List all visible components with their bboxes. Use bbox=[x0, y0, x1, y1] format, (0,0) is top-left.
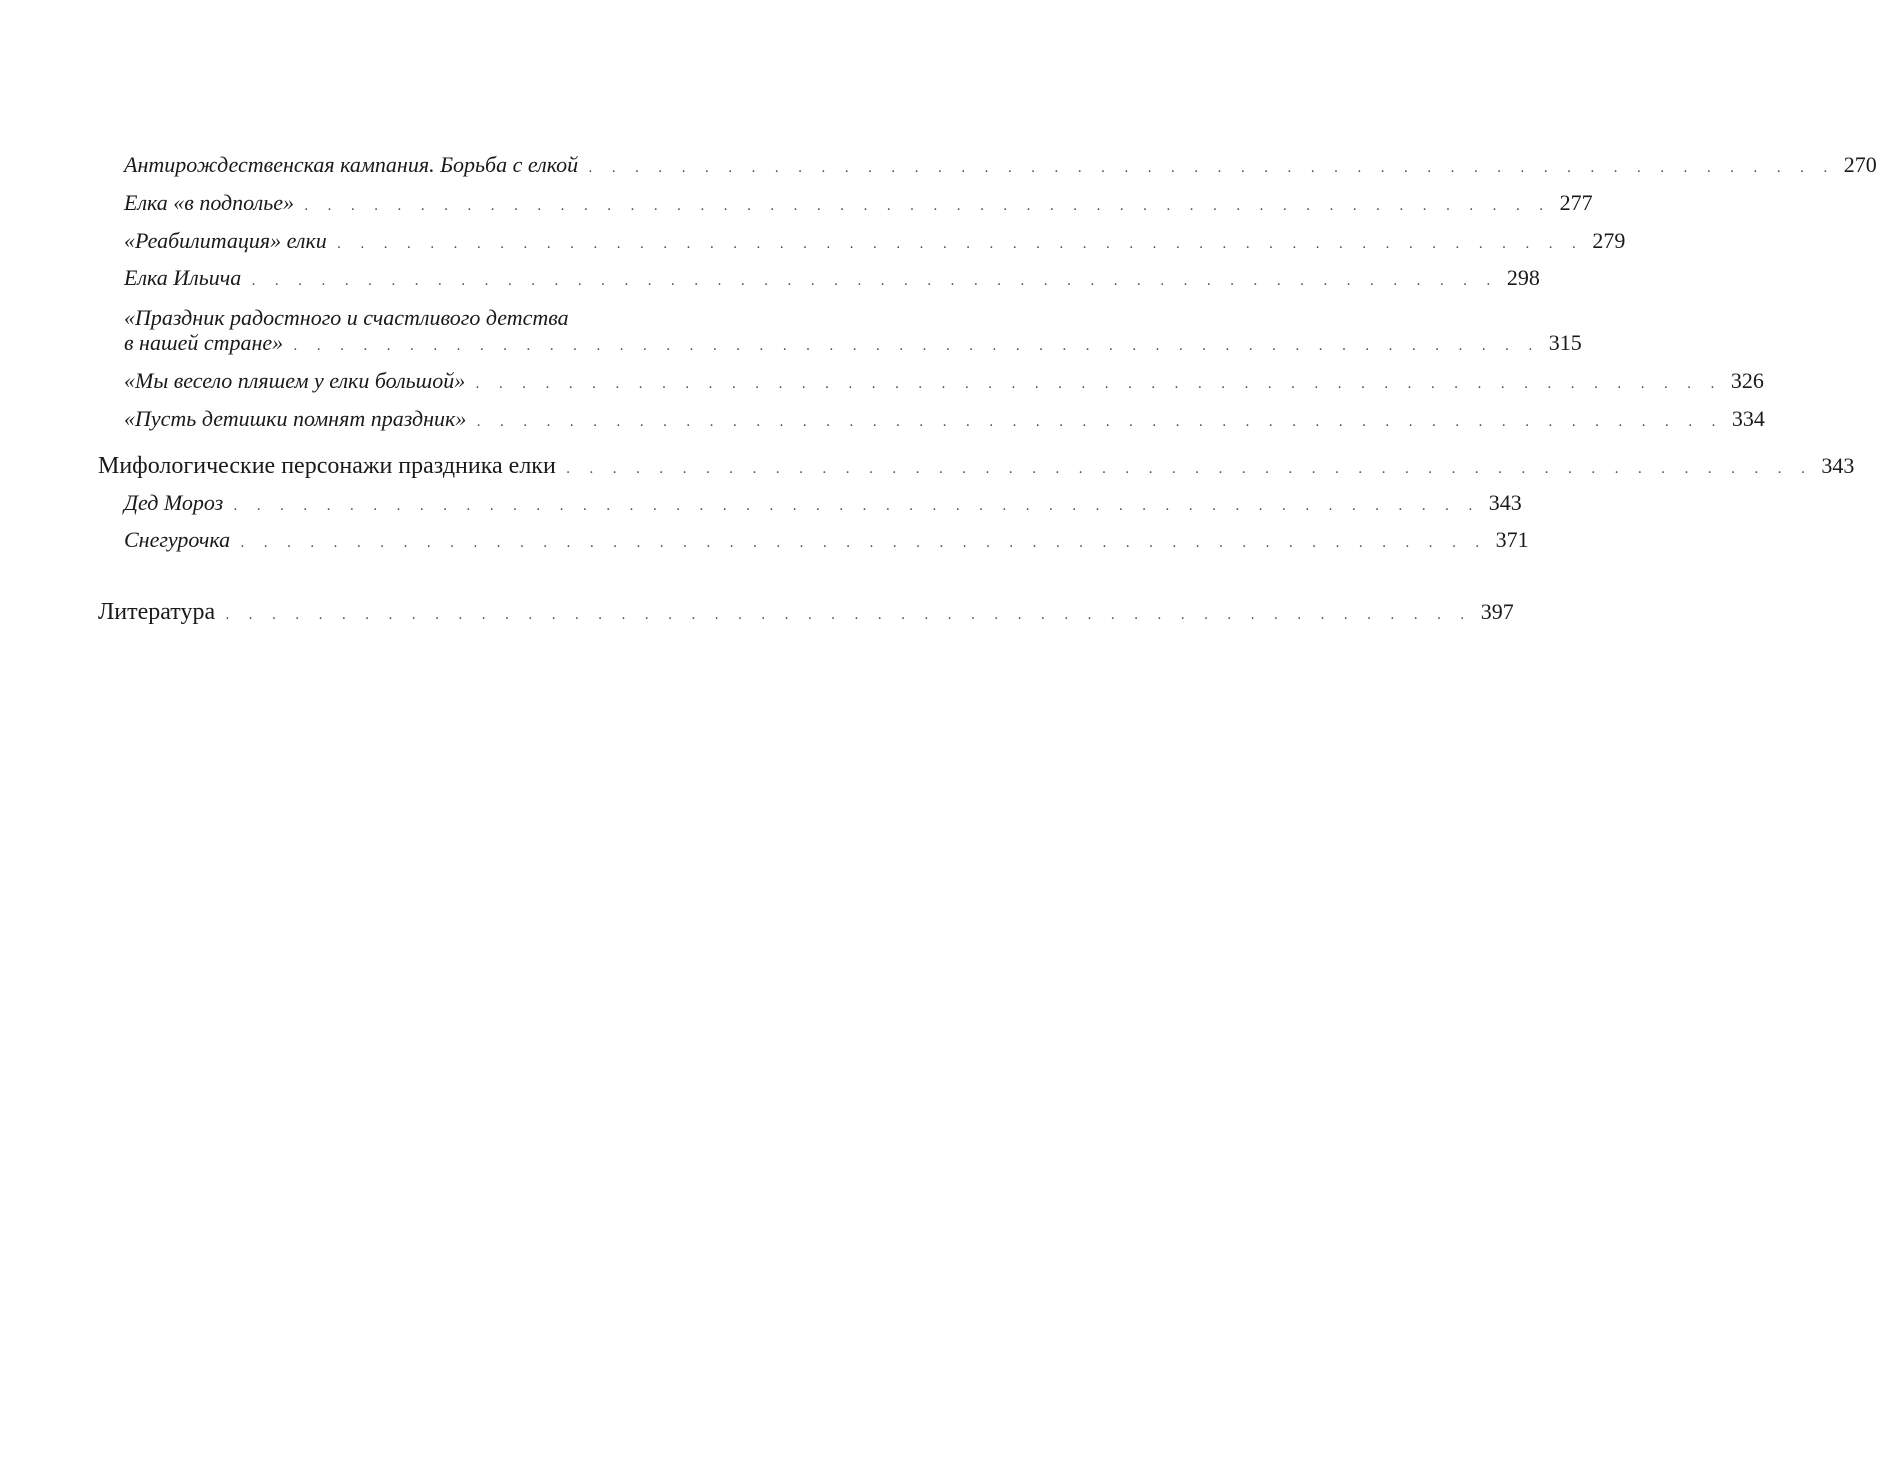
toc-entry-page: 279 bbox=[1592, 228, 1626, 253]
dot-leader: . . . . . . . . . . . . . . . . . . . . . . . . . . . . . . . . . . . . . . . . . . . . . . . . . . . . . . bbox=[475, 376, 1722, 392]
toc-entry-page: 326 bbox=[1730, 368, 1764, 393]
toc-entry-page: 343 bbox=[1488, 490, 1522, 515]
dot-leader: . . . . . . . . . . . . . . . . . . . . . . . . . . . . . . . . . . . . . . . . . . . . . . . . . . . . . . bbox=[293, 338, 1540, 354]
dot-leader: . . . . . . . . . . . . . . . . . . . . . . . . . . . . . . . . . . . . . . . . . . . . . . . . . . . . . . bbox=[588, 160, 1835, 176]
dot-leader: . . . . . . . . . . . . . . . . . . . . . . . . . . . . . . . . . . . . . . . . . . . . . . . . . . . . . . bbox=[476, 414, 1723, 430]
toc-entry-title: «Реабилитация» елки bbox=[124, 228, 327, 253]
toc-entry-page: 270 bbox=[1843, 152, 1877, 177]
toc-entry-page: 277 bbox=[1559, 190, 1593, 215]
dot-leader: . . . . . . . . . . . . . . . . . . . . . . . . . . . . . . . . . . . . . . . . . . . . . . . . . . . . . . bbox=[233, 498, 1480, 514]
dot-leader: . . . . . . . . . . . . . . . . . . . . . . . . . . . . . . . . . . . . . . . . . . . . . . . . . . . . . . bbox=[251, 273, 1498, 289]
toc-entry-title: «Пусть детишки помнят праздник» bbox=[124, 406, 467, 431]
toc-entry-page: 298 bbox=[1506, 265, 1540, 290]
toc-entry-title: Антирождественская кампания. Борьба с елкой bbox=[124, 152, 579, 177]
toc-entry-page: 334 bbox=[1731, 406, 1765, 431]
toc-entry-title: Мифологические персонажи праздника елки bbox=[98, 453, 556, 479]
dot-leader: . . . . . . . . . . . . . . . . . . . . . . . . . . . . . . . . . . . . . . . . . . . . . . . . . . . . . . bbox=[303, 198, 1551, 214]
dot-leader: . . . . . . . . . . . . . . . . . . . . . . . . . . . . . . . . . . . . . . . . . . . . . . . . . . . . . . bbox=[336, 236, 1584, 252]
toc-entry-title: Елка Ильича bbox=[124, 265, 242, 290]
toc-entry-title: «Мы весело пляшем у елки большой» bbox=[124, 368, 466, 393]
dot-leader: . . . . . . . . . . . . . . . . . . . . . . . . . . . . . . . . . . . . . . . . . . . . . . . . . . . . . . bbox=[565, 461, 1813, 477]
toc-entry-page: 397 bbox=[1480, 599, 1514, 624]
toc-entry-title-line1: «Праздник радостного и счастливого детства bbox=[124, 305, 569, 330]
toc-entry-title: Литература bbox=[98, 599, 216, 625]
toc-entry-title: Дед Мороз bbox=[124, 490, 224, 515]
toc-entry-page: 315 bbox=[1548, 330, 1582, 355]
toc-entry-title: Елка «в подполье» bbox=[124, 190, 294, 215]
toc-entry-page: 343 bbox=[1821, 453, 1855, 478]
dot-leader: . . . . . . . . . . . . . . . . . . . . . . . . . . . . . . . . . . . . . . . . . . . . . . . . . . . . . . bbox=[225, 607, 1472, 623]
toc-entry-title: Снегурочка bbox=[124, 527, 231, 552]
toc-entry-title-line2: в нашей стране» bbox=[124, 330, 284, 355]
toc-entry-page: 371 bbox=[1495, 527, 1529, 552]
dot-leader: . . . . . . . . . . . . . . . . . . . . . . . . . . . . . . . . . . . . . . . . . . . . . . . . . . . . . . bbox=[240, 535, 1487, 551]
